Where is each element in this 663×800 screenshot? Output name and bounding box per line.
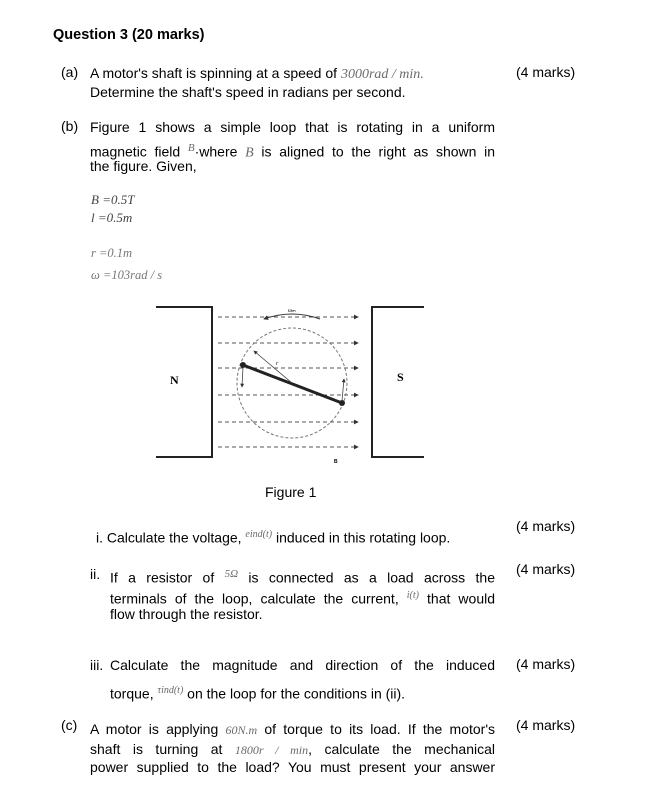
given-b: B =0.5T: [91, 192, 135, 207]
part-c-label: (c): [61, 717, 78, 733]
part-b-line3: the figure. Given,: [90, 158, 197, 174]
part-iii-label: iii.: [90, 657, 104, 673]
part-ii-label: ii.: [90, 566, 101, 582]
part-ii-math-r: 5Ω: [224, 568, 239, 580]
part-iii-text-b: on the loop for the conditions in (ii).: [187, 685, 406, 702]
velocity-right: [342, 379, 344, 401]
part-a-label: (a): [61, 64, 79, 80]
omega-label: ωₘ: [288, 308, 296, 314]
pole-n-label: N: [170, 373, 179, 387]
part-ii-text-b: is connected as a load across the: [248, 569, 496, 586]
radius-label: r: [276, 361, 279, 367]
part-a-marks: (4 marks): [516, 64, 576, 80]
radius-line: [254, 351, 292, 383]
part-ii-line3: flow through the resistor.: [110, 606, 263, 622]
given-r: r =0.1m: [91, 246, 133, 260]
part-b-text-b: ·where: [194, 143, 238, 160]
given-omega: ω =103rad / s: [91, 268, 163, 282]
pole-s-label: S: [397, 370, 404, 384]
question-heading: Question 3 (20 marks): [53, 27, 205, 43]
part-a-math: 3000rad / min.: [340, 67, 424, 82]
part-c-math-torque: 60N.m: [225, 723, 258, 737]
part-iii-line1: Calculate the magnitude and direction of the induced: [110, 657, 495, 673]
part-i-math: eind(t): [245, 529, 273, 540]
figure-1: [150, 295, 440, 470]
part-c-line3: power supplied to the load? You must present your answer: [90, 759, 495, 775]
part-b-math-b1: B: [187, 142, 195, 154]
part-c-text-c: shaft is turning at: [90, 741, 223, 757]
part-c-text-d: , calculate the mechanical: [308, 741, 495, 757]
figure-caption: Figure 1: [265, 484, 317, 500]
part-ii-marks: (4 marks): [516, 561, 576, 577]
part-b-text-c: is aligned to the right as shown in: [261, 143, 496, 160]
part-c-line1: [90, 720, 495, 739]
loop-bar: [243, 365, 342, 403]
part-b-line1: Figure 1 shows a simple loop that is rotating in a uniform: [90, 119, 495, 135]
field-b-label: B: [334, 459, 338, 465]
part-a-text: A motor's shaft is spinning at a speed of: [90, 65, 338, 81]
part-ii-text-a: If a resistor of: [110, 569, 215, 586]
part-ii-line1: [110, 565, 495, 587]
part-i-label: i.: [96, 529, 103, 546]
part-i-text-a: Calculate the voltage,: [106, 529, 242, 546]
part-b-text-a: magnetic field: [90, 143, 181, 160]
part-c-marks: (4 marks): [516, 717, 576, 733]
part-a-line1: [90, 64, 495, 84]
part-iii-marks: (4 marks): [516, 656, 576, 672]
part-i-line: [96, 526, 450, 547]
part-b-label: (b): [61, 118, 79, 134]
velocity-left: [242, 367, 243, 387]
part-c-text-b: of torque to its load. If the motor's: [264, 721, 495, 737]
part-ii-math-i: i(t): [406, 590, 419, 601]
part-c-text-a: A motor is applying: [90, 721, 219, 737]
part-ii-text-d: that would: [427, 590, 496, 607]
part-i-marks: (4 marks): [516, 518, 576, 534]
part-i-text-b: induced in this rotating loop.: [275, 529, 451, 546]
given-l: l =0.5m: [91, 210, 133, 225]
north-pole-shape: [156, 307, 212, 457]
part-iii-line2: [110, 682, 405, 703]
part-c-line2: [90, 740, 495, 759]
figure-1-diagram: [150, 295, 440, 470]
part-iii-math: τind(t): [157, 685, 184, 696]
part-iii-text-a: torque,: [110, 685, 154, 702]
part-b-math-b2: B: [245, 145, 254, 161]
part-c-math-speed: 1800r / min: [234, 743, 309, 757]
part-ii-text-c: terminals of the loop, calculate the current,: [110, 590, 399, 607]
part-a-line2: Determine the shaft's speed in radians per second.: [90, 84, 406, 100]
